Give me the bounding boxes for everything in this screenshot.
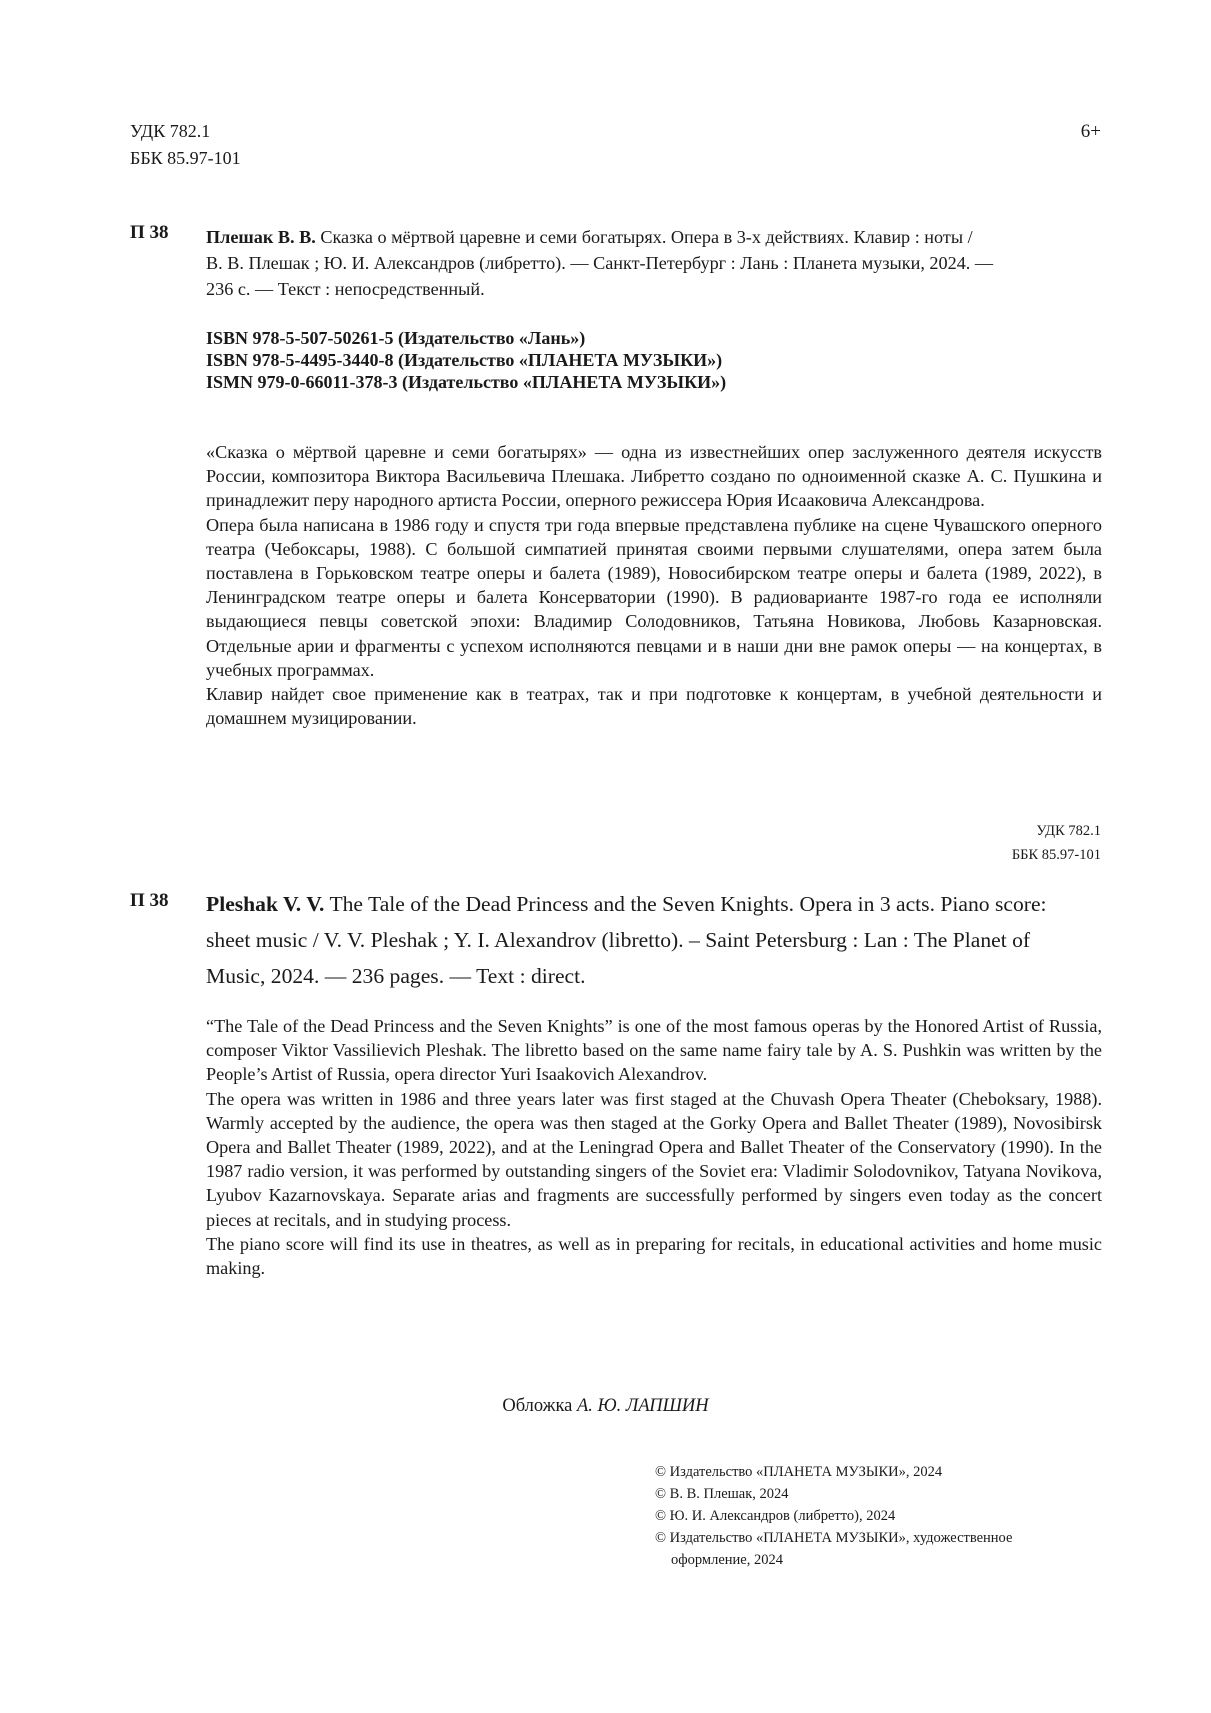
bibliographic-record-ru bbox=[206, 224, 1102, 302]
author-mark-ru: П 38 bbox=[130, 222, 169, 243]
classification-top bbox=[130, 118, 241, 172]
abstract-en bbox=[206, 1014, 1102, 1280]
abstract-ru-paragraph-3: Клавир найдет свое применение как в театрах, так и при подготовке к концертам, в учебной деятельности и домашнем музицировании. bbox=[206, 684, 1102, 729]
isbn-planeta: ISBN 978-5-4495-3440-8 (Издательство «ПЛАНЕТА МУЗЫКИ») bbox=[206, 350, 723, 370]
record-ru-title: Сказка о мёртвой царевне и семи богатырях. Опера в 3-х действиях. Клавир : ноты / bbox=[315, 227, 973, 247]
record-ru-line-1 bbox=[206, 224, 1102, 250]
abstract-en-paragraph-2: The opera was written in 1986 and three years later was first staged at the Chuvash Opera Theater (Cheboksary, 1988). Warmly accepted by the audience, the opera was then staged at the Gorky Opera and Ballet Theater (1989), Novosibirsk Opera and Ballet Theater (1989, 2022), and at the Leningrad Opera and Ballet Theater of the Conservatory (1990). In the 1987 radio version, it was performed by outstanding singers of the Soviet era: Vladimir Solodovnikov, Tatyana Novikova, Lyubov Kazarnovskaya. Separate arias and fragments are successfully performed by singers even today as the concert pieces at recitals, and in studying process. bbox=[206, 1088, 1102, 1230]
record-en-author: Pleshak V. V. bbox=[206, 892, 325, 916]
bbk-code: ББК 85.97-101 bbox=[130, 148, 241, 168]
cover-credit bbox=[0, 1393, 1211, 1419]
udk-code: УДК 782.1 bbox=[130, 121, 211, 141]
copyright-design: © Издательство «ПЛАНЕТА МУЗЫКИ», художественное bbox=[655, 1530, 1013, 1546]
abstract-en-paragraph-3: The piano score will find its use in theatres, as well as in preparing for recitals, in educational activities and home music making. bbox=[206, 1233, 1102, 1279]
abstract-ru-paragraph-1: «Сказка о мёртвой царевне и семи богатырях» — одна из известнейших опер заслуженного деятеля искусств России, композитора Виктора Васильевича Плешака. Либретто создано по одноименной сказке А. С. Пушкина и принадлежит перу народного артиста России, оперного режиссера Юрия Исааковича Александрова. bbox=[206, 442, 1102, 511]
copyright-publisher: © Издательство «ПЛАНЕТА МУЗЫКИ», 2024 bbox=[655, 1464, 943, 1480]
author-mark-en: П 38 bbox=[130, 890, 169, 911]
copyright-librettist: © Ю. И. Александров (либретто), 2024 bbox=[655, 1508, 896, 1524]
bbk-code-right: ББК 85.97-101 bbox=[1011, 847, 1101, 863]
record-ru-line-3: 236 с. — Текст : непосредственный. bbox=[206, 279, 485, 299]
copyright-composer: © В. В. Плешак, 2024 bbox=[655, 1486, 789, 1502]
ismn-planeta: ISMN 979-0-66011-378-3 (Издательство «ПЛАНЕТА МУЗЫКИ») bbox=[206, 372, 727, 392]
cover-label: Обложка bbox=[502, 1396, 577, 1416]
record-en-title: The Tale of the Dead Princess and the Seven Knights. Opera in 3 acts. Piano score: bbox=[324, 892, 1047, 916]
abstract-ru bbox=[206, 440, 1102, 730]
copyright-block bbox=[655, 1461, 1012, 1571]
abstract-ru-paragraph-2: Опера была написана в 1986 году и спустя три года впервые представлена публике на сцене Чувашского оперного театра (Чебоксары, 1988). С большой симпатией принятая своими первыми слушателями, опера затем была поставлена в Горьковском театре оперы и балета (1989), Новосибирском театре оперы и балета (1989, 2022), в Ленинградском театре оперы и балета Консерватории (1990). В радиоварианте 1987-го года ее исполняли выдающиеся певцы советской эпохи: Владимир Солодовников, Татьяна Новикова, Любовь Казарновская. Отдельные арии и фрагменты с успехом исполняются певцами и в наши дни вне рамок оперы — на концертах, в учебных программах. bbox=[206, 514, 1102, 680]
record-en-line-1 bbox=[206, 886, 1102, 922]
record-en-line-2: sheet music / V. V. Pleshak ; Y. I. Alexandrov (libretto). – Saint Petersburg : Lan : The Planet of bbox=[206, 928, 1031, 952]
isbn-block bbox=[206, 327, 726, 393]
record-ru-line-2: В. В. Плешак ; Ю. И. Александров (либретто). — Санкт-Петербург : Лань : Планета музыки, 2024. — bbox=[206, 253, 994, 273]
isbn-lan: ISBN 978-5-507-50261-5 (Издательство «Лань») bbox=[206, 328, 586, 348]
bibliographic-record-en bbox=[206, 886, 1102, 994]
classification-right bbox=[1012, 819, 1101, 867]
udk-code-right: УДК 782.1 bbox=[1036, 823, 1101, 839]
cover-designer: А. Ю. ЛАПШИН bbox=[577, 1396, 709, 1416]
record-ru-author: Плешак В. В. bbox=[206, 227, 316, 247]
abstract-en-paragraph-1: “The Tale of the Dead Princess and the Seven Knights” is one of the most famous operas by the Honored Artist of Russia, composer Viktor Vassilievich Pleshak. The libretto based on the same name fairy tale by A. S. Pushkin was written by the People’s Artist of Russia, opera director Yuri Isaakovich Alexandrov. bbox=[206, 1016, 1102, 1085]
record-en-line-3: Music, 2024. — 236 pages. — Text : direct. bbox=[206, 964, 586, 988]
age-rating: 6+ bbox=[1080, 121, 1101, 142]
copyright-design-continued: оформление, 2024 bbox=[671, 1552, 783, 1568]
